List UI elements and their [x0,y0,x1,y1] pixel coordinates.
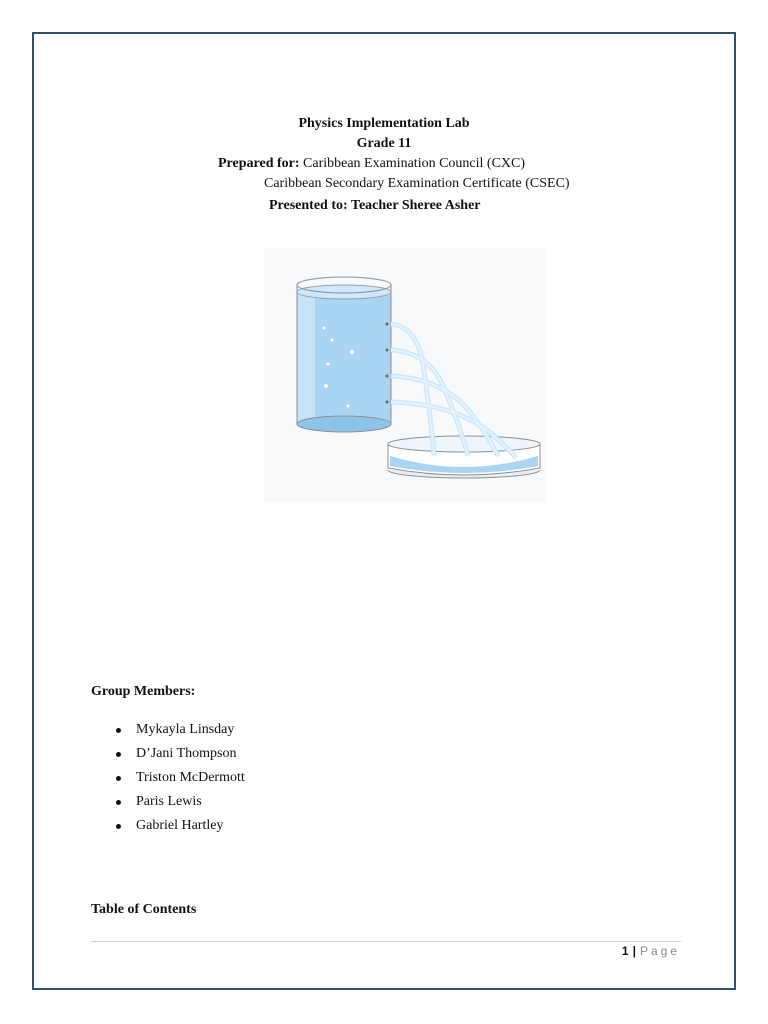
member-name: Gabriel Hartley [136,818,224,833]
group-members-list [91,718,245,838]
member-name: Triston McDermott [136,770,245,785]
table-of-contents-heading: Table of Contents [91,902,197,917]
bullet-icon [116,800,121,805]
page-word: Page [639,944,680,958]
list-item [91,766,245,790]
csec-line: Caribbean Secondary Examination Certificate (CSEC) [264,176,570,191]
prepared-for-value: Caribbean Examination Council (CXC) [303,156,526,171]
presented-to-line: Presented to: Teacher Sheree Asher [269,198,481,213]
page-number: 1 [621,944,630,958]
bullet-icon [116,752,121,757]
group-members-heading: Group Members: [91,684,196,699]
list-item [91,742,245,766]
water-cylinder-illustration [264,248,546,503]
member-name: Mykayla Linsday [136,722,235,737]
prepared-for-label: Prepared for: [218,156,300,171]
bullet-icon [116,824,121,829]
list-item [91,718,245,742]
water-cylinder-jets-icon [264,248,546,503]
list-item [91,790,245,814]
prepared-for-line [218,154,525,174]
footer-divider [91,941,681,942]
list-item [91,814,245,838]
bullet-icon [116,728,121,733]
document-title: Physics Implementation Lab [298,116,470,131]
page-footer [622,944,680,958]
member-name: D’Jani Thompson [136,746,237,761]
footer-separator: | [632,944,637,958]
grade-label: Grade 11 [356,136,412,151]
bullet-icon [116,776,121,781]
member-name: Paris Lewis [136,794,202,809]
